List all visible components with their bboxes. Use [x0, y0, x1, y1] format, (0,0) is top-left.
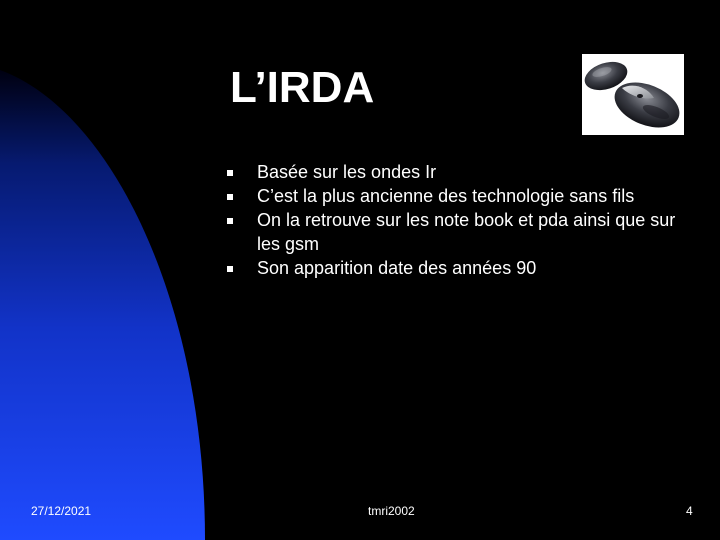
footer-text: tmri2002 — [368, 504, 415, 518]
bullet-text: On la retrouve sur les note book et pda ainsi que sur les gsm — [257, 210, 676, 254]
list-item — [225, 160, 695, 184]
bullet-text: Basée sur les ondes Ir — [257, 162, 437, 182]
square-bullet-icon — [227, 266, 233, 272]
bullet-list — [225, 160, 695, 280]
list-item — [225, 256, 695, 280]
list-item — [225, 184, 695, 208]
square-bullet-icon — [227, 194, 233, 200]
bullet-text: C’est la plus ancienne des technologie sans fils — [257, 186, 635, 206]
square-bullet-icon — [227, 218, 233, 224]
list-item — [225, 208, 695, 256]
footer-date: 27/12/2021 — [31, 504, 92, 518]
blue-curved-shape — [0, 70, 205, 540]
computer-mouse-icon — [582, 54, 684, 135]
page-number: 4 — [686, 504, 693, 518]
bullet-text: Son apparition date des années 90 — [257, 258, 537, 278]
slide-title: L’IRDA — [230, 63, 375, 112]
square-bullet-icon — [227, 170, 233, 176]
